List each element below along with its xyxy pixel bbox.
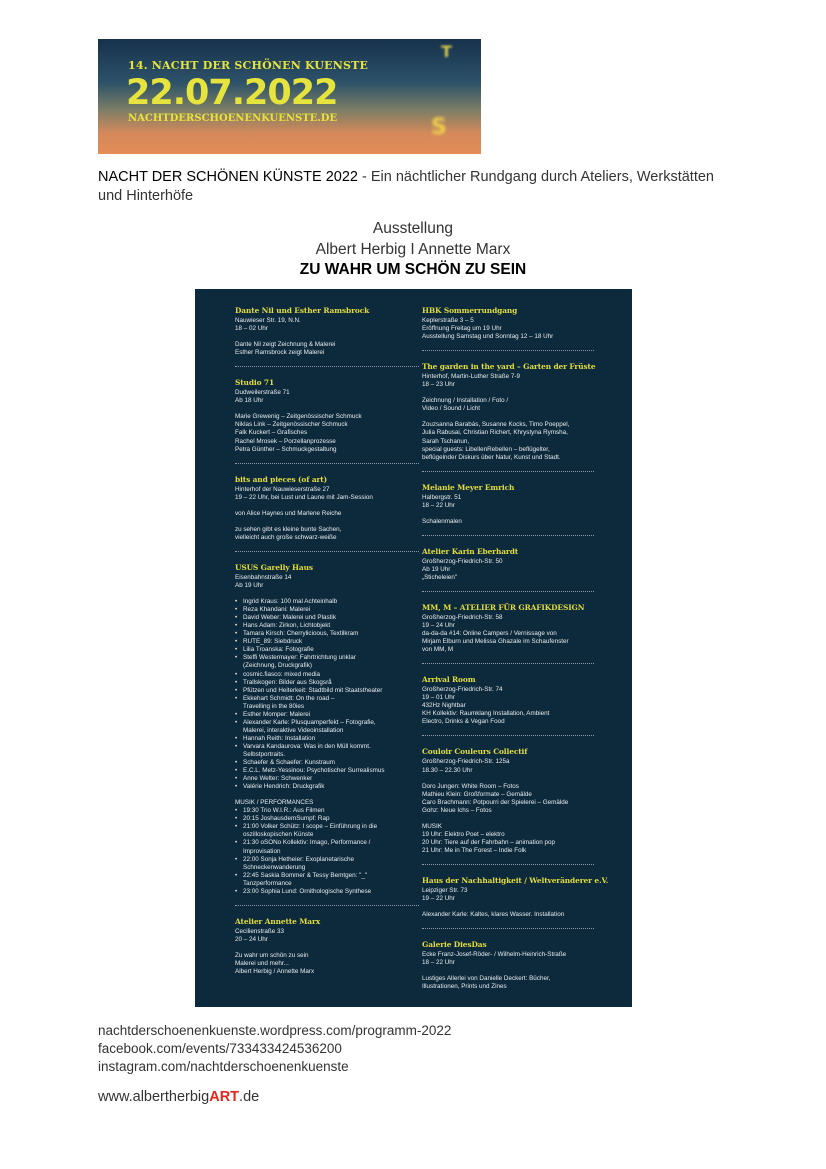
entry-line: Großherzog-Friedrich-Str. 74 (422, 686, 503, 694)
entry-title: The garden in the yard – Garten der Früste (422, 362, 596, 372)
entry-line: Gohz: Neue Ichs – Fotos (422, 806, 492, 814)
entry-line (235, 405, 419, 413)
entry-bullet-line: • Alexander Karle: Plusquamperfekt – Fotografie, (235, 719, 419, 727)
entry-bullet-line: • Lilia Troanska: Fotografie (235, 646, 419, 654)
entry-line (422, 413, 612, 421)
entry-bullet-line: • 21:30 oSONo Kollektiv: Imago, Performance / (235, 839, 419, 847)
entry-line: 18 – 23 Uhr (422, 381, 455, 389)
entry-line (235, 518, 419, 526)
entry-line: Electro, Drinks & Vegan Food (422, 718, 505, 726)
entry-line: Sarah Tschanun, (422, 437, 470, 445)
entry-line: Lustiges Allerlei von Danielle Deckert: Bücher, (422, 975, 551, 983)
entry-line: 18.30 – 22.30 Uhr (422, 766, 473, 774)
entry-line: 18 – 22 Uhr (422, 501, 455, 509)
entry-line: vielleicht auch große schwarz-weiße (235, 533, 337, 541)
entry-line: Selbstportraits. (243, 750, 285, 758)
entry-line: Travelling in the 80ies (243, 702, 305, 710)
entry-line: (Zeichnung, Druckgrafik) (243, 662, 312, 670)
entry-line: Illustrationen, Prints und Zines (422, 983, 507, 991)
entry-line (422, 967, 612, 975)
entry-line: Dante Nil zeigt Zeichnung & Malerei (235, 341, 336, 349)
entry-bullet-line: • Reza Khandani: Malerei (235, 606, 419, 614)
banner-letter-s: S (431, 115, 447, 140)
website-suffix: .de (239, 1089, 260, 1105)
entry-line: Ab 18 Uhr (235, 397, 264, 405)
program-entry (235, 563, 419, 896)
entry-line: Rachel Mrosek – Porzellanprozesse (235, 437, 336, 445)
exhibition-title: ZU WAHR UM SCHÖN ZU SEIN (299, 261, 527, 278)
entry-line: Niklas Link – Zeitgenössischer Schmuck (235, 421, 348, 429)
entry-line (422, 815, 612, 823)
link-instagram[interactable]: instagram.com/nachtderschoenenkuenste (98, 1059, 349, 1074)
entry-bullet-line: • Tamara Kirsch: Cherrylicioous, Textilkram (235, 630, 419, 638)
entry-line: 19 – 22 Uhr, bei Lust und Laune mit Jam-Session (235, 493, 373, 501)
entry-line (235, 590, 419, 598)
entry-title: Melanie Meyer Emrich (422, 482, 515, 492)
entry-title: Studio 71 (235, 378, 274, 388)
program-entry (422, 306, 612, 341)
exhibition-label: Ausstellung (372, 220, 454, 237)
entry-line: Hinterhof, Martin-Luther Straße 7-9 (422, 373, 520, 381)
entry-line: special guests: LibellenRebellen – beflügelter, (422, 445, 550, 453)
entry-line: MUSIK (422, 822, 442, 830)
entry-line (422, 510, 612, 518)
entry-line: Falk Kuckert – Grafisches (235, 429, 308, 437)
entry-line: Doro Jungen: White Room – Fotos (422, 782, 519, 790)
entry-title: Arrival Room (422, 675, 476, 685)
entry-divider (422, 663, 594, 664)
entry-line: 18 – 22 Uhr (422, 959, 455, 967)
entry-line: Tanzperformance (243, 879, 292, 887)
entry-line: Marie Grewenig – Zeitgenössischer Schmuck (235, 413, 362, 421)
entry-bullet-line: • 22:00 Sonja Hetheier: Exoplanetarische (235, 856, 419, 864)
entry-line: Großherzog-Friedrich-Str. 58 (422, 613, 503, 621)
program-entry (422, 362, 612, 462)
entry-line: „Sticheleien" (422, 573, 458, 581)
banner-title: 14. NACHT DER SCHÖNEN KUENSTE (128, 59, 369, 72)
entry-line: da-da-da #14: Online Campers / Vernissage von (422, 630, 557, 638)
entry-line: Malerei, interaktive Videoinstallation (243, 726, 344, 734)
intro-description: - Ein nächtlicher Rundgang durch Ateliers, Werkstätten und Hinterhöfe (98, 169, 714, 204)
entry-line: von Alice Haynes und Marlene Reiche (235, 509, 342, 517)
entry-line: Alexander Karle: Kaltes, klares Wasser. Installation (422, 911, 565, 919)
website-prefix: www.albertherbig (98, 1089, 210, 1105)
entry-divider (235, 366, 419, 367)
program-poster (195, 289, 632, 1007)
entry-bullet-line: • Schaefer & Schaefer: Kunstraum (235, 759, 419, 767)
entry-line: 19 – 01 Uhr (422, 694, 455, 702)
program-entry (422, 603, 612, 654)
entry-line: Halbergstr. 51 (422, 493, 462, 501)
entry-bullet-line: • 19:30 Trio W.I.R.: Aus Filmen (235, 807, 419, 815)
entry-line: 18 – 02 Uhr (235, 325, 268, 333)
entry-bullet-line: • cosmic.fiasco: mixed media (235, 671, 419, 679)
entry-bullet-line: • Trallskogen: Bilder aus Skogsrå (235, 679, 419, 687)
entry-line (235, 791, 419, 799)
entry-line: 20 Uhr: Tiere auf der Fahrbahn – animation pop (422, 838, 556, 846)
program-entry (422, 940, 612, 991)
entry-divider (422, 735, 594, 736)
website-accent: ART (209, 1089, 240, 1105)
entry-divider (422, 591, 594, 592)
entry-line: Julia Rabusai, Christian Richert, Khrystyna Rymsha, (422, 429, 568, 437)
entry-line: von MM, M (422, 646, 454, 654)
entry-line: Großherzog-Friedrich-Str. 125a (422, 758, 510, 766)
link-facebook[interactable]: facebook.com/events/733433424536200 (98, 1041, 342, 1056)
entry-bullet-line: • Varvara Kandaurova: Was in den Müll kommt. (235, 743, 419, 751)
entry-line: Cecilienstraße 33 (235, 927, 284, 935)
entry-bullet-line: • Ingrid Kraus: 100 mal Achteinhalb (235, 598, 419, 606)
entry-line: oszilloskopischen Künste (243, 831, 314, 839)
program-entry (235, 378, 419, 453)
website-link[interactable] (98, 1089, 259, 1105)
entry-line: Caro Brachmann: Potpourri der Spielerei – Gemälde (422, 798, 569, 806)
entry-bullet-line: • Hannah Reith: Installation (235, 735, 419, 743)
entry-line (235, 944, 419, 952)
entry-divider (422, 535, 594, 536)
entry-divider (422, 864, 594, 865)
entry-divider (422, 350, 594, 351)
entry-divider (235, 463, 419, 464)
entry-title: Atelier Annette Marx (235, 916, 321, 926)
entry-title: Atelier Karin Eberhardt (422, 546, 519, 556)
entry-bullet-line: • Anne Welter: Schwenker (235, 775, 419, 783)
entry-line: Nauwieser Str. 19, N.N. (235, 317, 301, 324)
entry-title: Couloir Couleurs Collectif (422, 747, 528, 757)
entry-line: Ab 19 Uhr (235, 581, 264, 589)
entry-bullet-line: • E.C.L. Metz-Yessinou: Psychotischer Surrealismus (235, 767, 419, 775)
entry-line: Eisenbahnstraße 14 (235, 573, 292, 581)
intro-paragraph (98, 168, 738, 206)
entry-line: Petra Günther – Schmuckgestaltung (235, 445, 337, 453)
intro-event-name: NACHT DER SCHÖNEN KÜNSTE 2022 (98, 169, 358, 185)
program-entry (422, 547, 612, 582)
entry-title: Haus der Nachhaltigkeit / Weltveränderer e.V. (422, 876, 609, 886)
entry-line: zu sehen gibt es kleine bunte Sachen, (235, 525, 342, 533)
exhibition-artists: Albert Herbig I Annette Marx (315, 241, 511, 258)
entry-line: Schalenmalen (422, 517, 462, 525)
entry-bullet-line: • RUTE_89: Siebdruck (235, 638, 419, 646)
entry-title: USUS Garelly Haus (235, 562, 313, 572)
entry-bullet-line: • Ekkehart Schmidt: On the road – (235, 695, 419, 703)
entry-line (235, 333, 419, 341)
entry-line: Mathieu Klein: Großformate – Gemälde (422, 790, 532, 798)
entry-divider (235, 905, 419, 906)
entry-bullet-line: • Valérie Hendrich: Druckgrafik (235, 783, 419, 791)
entry-line: Ab 19 Uhr (422, 565, 451, 573)
program-entry (422, 483, 612, 526)
entry-line: Ecke Franz-Josef-Röder- / Wilhelm-Heinrich-Straße (422, 951, 567, 959)
entry-line (422, 775, 612, 783)
entry-line (235, 502, 419, 510)
entry-bullet-line: • David Weber: Malerei und Plastik (235, 614, 419, 622)
entry-bullet-line: • Steffi Westermayer: Fahrtrichtung unklar (235, 654, 419, 662)
links-list (98, 1022, 451, 1076)
entry-line: MUSIK / PERFORMANCES (235, 799, 314, 807)
entry-line: Keplerstraße 3 – 5 (422, 317, 474, 324)
program-entry (235, 306, 419, 357)
entry-bullet-line: • Esther Momper: Malerei (235, 711, 419, 719)
entry-line: beflügelnder Diskurs über Natur, Kunst und Stadt. (422, 453, 561, 461)
program-entry (422, 876, 612, 919)
program-entry (235, 917, 419, 976)
entry-line: Zouzsanna Barabás, Susanne Kocks, Timo Poeppel, (422, 421, 570, 429)
entry-line: 19 – 24 Uhr (422, 622, 455, 630)
entry-line: 19 Uhr: Elektro Poet – elektro (422, 830, 505, 838)
entry-line: Leipziger Str. 73 (422, 887, 468, 895)
entry-line: KH Kollektiv: Raumklang Installation, Ambient (422, 710, 550, 718)
entry-line: 19 – 22 Uhr (422, 895, 455, 903)
banner-url: NACHTDERSCHOENENKUENSTE.DE (128, 113, 338, 124)
entry-title: Dante Nil und Esther Ramsbrock (235, 306, 370, 315)
program-entry (235, 475, 419, 542)
entry-line: Ausstellung Samstag und Sonntag 12 – 18 Uhr (422, 333, 554, 341)
entry-bullet-line: • 20:15 JoshausdemSumpf: Rap (235, 815, 419, 823)
entry-line: Mirjam Elburn und Melissa Ghazale im Schaufenster (422, 638, 569, 646)
poster-right-column (422, 306, 612, 991)
entry-bullet-line: • 22:45 Saskia Bommer & Tessy Bemtgen: "_" (235, 872, 419, 880)
entry-bullet-line: • 21:00 Volker Schütz: I scope – Einführung in die (235, 823, 419, 831)
entry-divider (422, 471, 594, 472)
entry-line: Dudweilerstraße 71 (235, 389, 290, 397)
entry-line (422, 903, 612, 911)
program-entry (422, 675, 612, 726)
entry-bullet-line: • 23:00 Sophia Lund: Ornithologische Synthese (235, 888, 419, 896)
entry-bullet-line: • Pfützen und Heiterkeit: Stadtbild mit Staatstheater (235, 687, 419, 695)
link-programm[interactable]: nachtderschoenenkuenste.wordpress.com/programm-2022 (98, 1023, 452, 1038)
entry-title: HBK Sommerrundgang (422, 306, 518, 315)
entry-line (422, 389, 612, 397)
event-banner-image (98, 39, 481, 154)
entry-line: Großherzog-Friedrich-Str. 50 (422, 557, 503, 565)
entry-line: Zeichnung / Installation / Foto / (422, 397, 509, 405)
entry-line: Esther Ramsbrock zeigt Malerei (235, 349, 325, 357)
entry-line: Zu wahr um schön zu sein (235, 951, 309, 959)
entry-line: Improvisation (243, 847, 281, 855)
entry-line: 21 Uhr: Me in The Forest – Indie Folk (422, 846, 527, 854)
entry-line: 20 – 24 Uhr (235, 935, 268, 943)
entry-line: Schneckenwanderung (243, 863, 306, 871)
entry-divider (422, 928, 594, 929)
entry-line: Video / Sound / Licht (422, 405, 480, 413)
entry-bullet-line: • Hans Adam: Zirkon, Lichtobjekt (235, 622, 419, 630)
entry-line: 432Hz Nightbar (422, 702, 466, 710)
poster-left-column (235, 306, 419, 976)
entry-divider (235, 551, 419, 552)
banner-letter-t: T (441, 42, 452, 61)
entry-line: Hinterhof der Nauwieserstraße 27 (235, 485, 330, 493)
banner-date: 22.07.2022 (126, 73, 338, 113)
entry-title: Galerie DiesDas (422, 940, 487, 950)
entry-title: bits and pieces (of art) (235, 474, 328, 484)
entry-line: Albert Herbig / Annette Marx (235, 968, 315, 976)
program-entry (422, 747, 612, 855)
entry-line: Malerei und mehr... (235, 960, 289, 967)
entry-title: MM, M – ATELIER FÜR GRAFIKDESIGN (422, 602, 585, 612)
entry-line: Eröffnung Freitag um 19 Uhr (422, 325, 502, 333)
